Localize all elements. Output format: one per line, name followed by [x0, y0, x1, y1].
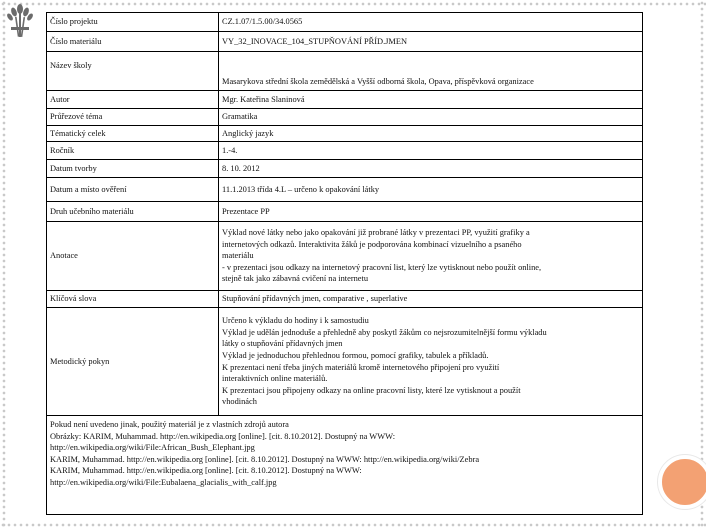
row-key: Ročník [47, 142, 219, 160]
row-value: 1.-4. [219, 142, 643, 160]
row-value: Anglický jazyk [219, 126, 643, 142]
text-line: K prezentaci jsou připojeny odkazy na online pracovní listy, které lze vytisknout a použít [222, 385, 521, 395]
row-key: Číslo projektu [47, 13, 219, 32]
text-line: vhodinách [222, 397, 257, 407]
table-row [47, 160, 643, 178]
text-line: materiálu [222, 251, 254, 261]
row-key: Číslo materiálu [47, 32, 219, 52]
row-key: Průřezové téma [47, 109, 219, 126]
table-row [47, 416, 643, 515]
row-key: Datum a místo ověření [47, 178, 219, 202]
row-value: 11.1.2013 třída 4.L – určeno k opakování látky [219, 178, 643, 202]
table-row [47, 222, 643, 291]
text-line: Výklad je jednoduchou přehlednou formou, pomocí grafiky, tabulek a příkladů. [222, 350, 489, 360]
sources-text [47, 416, 643, 515]
anotace-text [219, 222, 643, 291]
row-value: Prezentace PP [219, 202, 643, 222]
text-line: internetových odkazů. Interaktivita žáků je podporována kombinací vizuelního a psaného [222, 239, 522, 249]
table-row [47, 109, 643, 126]
row-key: Anotace [47, 222, 219, 291]
row-value: VY_32_INOVACE_104_STUPŇOVÁNÍ PŘÍD.JMEN [219, 32, 643, 52]
row-key: Autor [47, 91, 219, 109]
table-row [47, 32, 643, 52]
text-line: Určeno k výkladu do hodiny i k samostudiu [222, 316, 369, 326]
text-line: - v prezentaci jsou odkazy na internetový pracovní list, který lze vytisknout nebo použít online, [222, 262, 542, 272]
row-value: CZ.1.07/1.5.00/34.0565 [219, 13, 643, 32]
row-value: Gramatika [219, 109, 643, 126]
row-key: Název školy [47, 52, 219, 91]
bottom-dotted-border [0, 522, 706, 528]
text-line: K prezentaci není třeba jiných materiálů kromě internetového připojení pro využití [222, 362, 500, 372]
text-line: Pokud není uvedeno jinak, použitý materiál je z vlastních zdrojů autora [50, 420, 289, 429]
table-row [47, 142, 643, 160]
row-value: Masarykova střední škola zemědělská a Vyšší odborná škola, Opava, příspěvková organizace [219, 52, 643, 91]
text-line: http://en.wikipedia.org/wiki/File:African_Bush_Elephant.jpg [50, 443, 255, 453]
row-key: Metodický pokyn [47, 308, 219, 416]
table-row [47, 178, 643, 202]
text-line: stejně tak jako zábavná cvičení na internetu [222, 274, 369, 284]
row-value: Stupňování přídavných jmen, comparative , superlative [219, 291, 643, 308]
text-line: Obrázky: KARIM, Muhammad. http://en.wikipedia.org [online]. [cit. 8.10.2012]. Dostupný na WWW: [50, 431, 396, 441]
text-line: látky o stupňování přídavných jmen [222, 339, 343, 349]
text-line: KARIM, Muhammad. http://en.wikipedia.org [online]. [cit. 8.10.2012]. Dostupný na WWW: http://en.wikipedia.org/wiki/Zebra [50, 454, 480, 464]
table-row [47, 126, 643, 142]
top-dotted-border [0, 1, 706, 7]
table-row [47, 52, 643, 91]
row-value: 8. 10. 2012 [219, 160, 643, 178]
metodicky-text [219, 308, 643, 416]
table-row [47, 13, 643, 32]
table-row [47, 91, 643, 109]
row-key: Druh učebního materiálu [47, 202, 219, 222]
row-key: Datum tvorby [47, 160, 219, 178]
decorative-orange-circle [658, 455, 706, 509]
table-row [47, 291, 643, 308]
text-line: http://en.wikipedia.org/wiki/File:Eubalaena_glacialis_with_calf.jpg [50, 477, 277, 487]
table-row [47, 202, 643, 222]
text-line: Výklad je udělán jednoduše a přehledně aby poskytl žákům co nejsrozumitelnější formu výkladu [222, 327, 547, 337]
row-value: Mgr. Kateřina Slaninová [219, 91, 643, 109]
project-metadata-table [46, 12, 643, 515]
text-line: interaktivních online materiálů. [222, 374, 328, 384]
left-dotted-border [1, 0, 7, 529]
table-row [47, 308, 643, 416]
wheat-sheaf-logo-icon [5, 3, 35, 39]
text-line: Výklad nové látky nebo jako opakování již probrané látky v prezentaci PP, využití grafiky a [222, 228, 530, 238]
row-key: Tématický celek [47, 126, 219, 142]
text-line: KARIM, Muhammad. http://en.wikipedia.org [online]. [cit. 8.10.2012]. Dostupný na WWW: [50, 466, 362, 476]
row-key: Klíčová slova [47, 291, 219, 308]
right-dotted-border [699, 0, 705, 529]
